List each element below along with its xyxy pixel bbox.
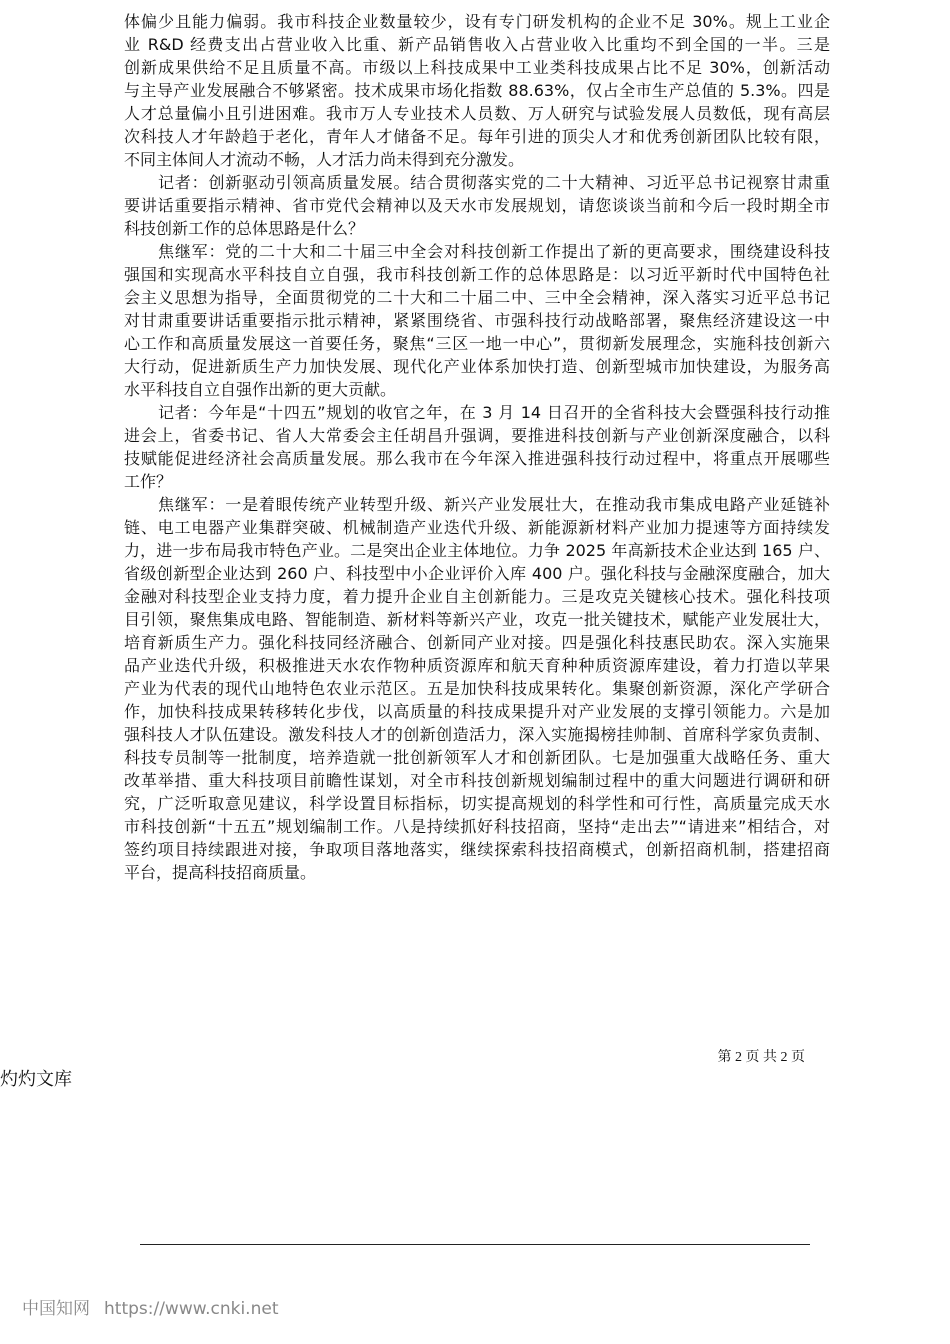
text-line: 对甘肃重要讲话重要指示批示精神，紧紧围绕省、市强科技行动战略部署，聚焦经济建设这一中 (124, 311, 830, 330)
paragraph (124, 493, 830, 884)
text-line: 不同主体间人才流动不畅，人才活力尚未得到充分激发。 (124, 150, 525, 169)
text-line: 焦继军：党的二十大和二十届三中全会对科技创新工作提出了新的更高要求，围绕建设科技 (158, 242, 830, 261)
text-line: 作，加快科技成果转移转化步伐，以高质量的科技成果提升对产业发展的支撑引领能力。六是加 (124, 702, 830, 721)
text-line: 焦继军：一是着眼传统产业转型升级、新兴产业发展壮大，在推动我市集成电路产业延链补 (158, 495, 830, 514)
text-line: 人才总量偏小且引进困难。我市万人专业技术人员数、万人研究与试验发展人员数低，现有高层 (124, 104, 830, 123)
paragraph (124, 10, 830, 171)
text-line: 业 R&D 经费支出占营业收入比重、新产品销售收入占营业收入比重均不到全国的一半。三是 (124, 35, 830, 54)
paragraph (124, 240, 830, 401)
page-number: 第 2 页 共 2 页 (717, 1050, 805, 1065)
text-line: 科技专员制等一批制度，培养造就一批创新领军人才和创新团队。七是加强重大战略任务、重大 (124, 748, 830, 767)
text-line: 与主导产业发展融合不够紧密。技术成果市场化指数 88.63%，仅占全市生产总值的 5.3%。四是 (124, 81, 830, 100)
brand-watermark: 灼灼文库 (0, 1069, 72, 1090)
article-body (124, 10, 830, 884)
text-line: 心工作和高质量发展这一首要任务，聚焦“三区一地一中心”，贯彻新发展理念，实施科技创新六 (124, 334, 830, 353)
text-line: 链、电工电器产业集群突破、机械制造产业迭代升级、新能源新材料产业加力提速等方面持续发 (124, 518, 830, 537)
text-line: 科技创新工作的总体思路是什么？ (124, 219, 365, 238)
text-line: 大行动，促进新质生产力加快发展、现代化产业体系加快打造、创新型城市加快建设，为服务高 (124, 357, 830, 376)
text-line: 体偏少且能力偏弱。我市科技企业数量较少，设有专门研发机构的企业不足 30%。规上工业企 (124, 12, 830, 31)
text-line: 品产业迭代升级，积极推进天水农作物种质资源库和航天育种种质资源库建设，着力打造以苹果 (124, 656, 830, 675)
footer-divider (140, 1244, 810, 1245)
text-line: 力，进一步布局我市特色产业。二是突出企业主体地位。力争 2025 年高新技术企业达到 165 户、 (124, 541, 830, 560)
text-line: 要讲话重要指示精神、省市党代会精神以及天水市发展规划，请您谈谈当前和今后一段时期全市 (124, 196, 830, 215)
text-line: 金融对科技型企业支持力度，着力提升企业自主创新能力。三是攻克关键核心技术。强化科技项 (124, 587, 830, 606)
paragraph (124, 171, 830, 240)
text-line: 会主义思想为指导，全面贯彻党的二十大和二十届二中、三中全会精神，深入落实习近平总书记 (124, 288, 830, 307)
text-line: 工作？ (124, 472, 173, 491)
text-line: 市科技创新“十五五”规划编制工作。八是持续抓好科技招商，坚持“走出去”“请进来”相结合，对 (124, 817, 830, 836)
text-line: 改革举措、重大科技项目前瞻性谋划，对全市科技创新规划编制过程中的重大问题进行调研和研 (124, 771, 830, 790)
cnki-name: 中国知网 (22, 1299, 90, 1319)
text-line: 省级创新型企业达到 260 户、科技型中小企业评价入库 400 户。强化科技与金融深度融合，加大 (124, 564, 830, 583)
text-line: 记者：创新驱动引领高质量发展。结合贯彻落实党的二十大精神、习近平总书记视察甘肃重 (158, 173, 830, 192)
text-line: 平台，提高科技招商质量。 (124, 863, 317, 882)
text-line: 强国和实现高水平科技自立自强，我市科技创新工作的总体思路是：以习近平新时代中国特色社 (124, 265, 830, 284)
cnki-url-link[interactable]: https://www.cnki.net (104, 1299, 279, 1319)
cnki-footer (22, 1294, 278, 1319)
text-line: 强科技人才队伍建设。激发科技人才的创新创造活力，深入实施揭榜挂帅制、首席科学家负责制、 (124, 725, 830, 744)
text-line: 签约项目持续跟进对接，争取项目落地落实，继续探索科技招商模式，创新招商机制，搭建招商 (124, 840, 830, 859)
text-line: 产业为代表的现代山地特色农业示范区。五是加快科技成果转化。集聚创新资源，深化产学研合 (124, 679, 830, 698)
text-line: 培育新质生产力。强化科技同经济融合、创新同产业对接。四是强化科技惠民助农。深入实施果 (124, 633, 830, 652)
text-line: 次科技人才年龄趋于老化，青年人才储备不足。每年引进的顶尖人才和优秀创新团队比较有限， (124, 127, 830, 146)
text-line: 创新成果供给不足且质量不高。市级以上科技成果中工业类科技成果占比不足 30%，创新活动 (124, 58, 830, 77)
text-line: 目引领，聚焦集成电路、智能制造、新材料等新兴产业，攻克一批关键技术，赋能产业发展壮大， (124, 610, 830, 629)
text-line: 水平科技自立自强作出新的更大贡献。 (124, 380, 397, 399)
paragraph (124, 401, 830, 493)
text-line: 记者：今年是“十四五”规划的收官之年，在 3 月 14 日召开的全省科技大会暨强科技行动推 (158, 403, 830, 422)
text-line: 究，广泛听取意见建议，科学设置目标指标，切实提高规划的科学性和可行性，高质量完成天水 (124, 794, 830, 813)
text-line: 进会上，省委书记、省人大常委会主任胡昌升强调，要推进科技创新与产业创新深度融合，以科 (124, 426, 830, 445)
text-line: 技赋能促进经济社会高质量发展。那么我市在今年深入推进强科技行动过程中，将重点开展哪些 (124, 449, 830, 468)
